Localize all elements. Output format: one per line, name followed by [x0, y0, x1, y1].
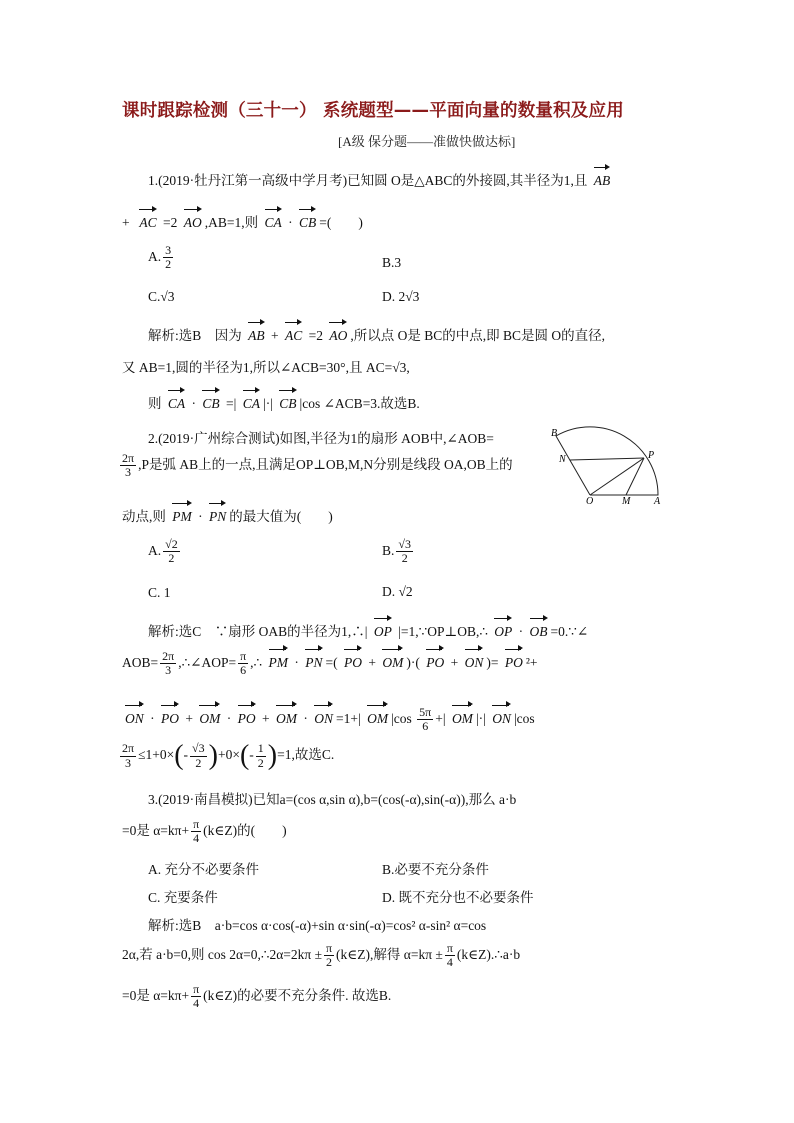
sol-text: )·( — [406, 654, 420, 670]
sol-text: ,∴∠AOP= — [178, 654, 237, 670]
sol-text: =0是 α=kπ+ — [122, 987, 190, 1003]
sol-text: =0.∵∠ — [550, 624, 589, 639]
vector-AO: AO — [329, 328, 348, 343]
vector-AC: AC — [139, 215, 157, 230]
q3-stem-text: =0是 α=kπ+ — [122, 822, 190, 838]
dot-op: · — [303, 710, 308, 726]
vector-PM: PM — [172, 509, 192, 524]
dot-op: · — [518, 624, 524, 639]
section-label: [A级 保分题——准做快做达标] — [338, 134, 516, 149]
sol-text: ²+ — [525, 654, 538, 670]
minus-sign: - — [249, 747, 254, 763]
q3-option-d: D. 既不充分也不必要条件 — [382, 890, 534, 905]
denominator: 6 — [240, 663, 247, 678]
fraction-pi-6 — [238, 650, 248, 677]
sol-text: )= — [486, 654, 499, 670]
vector-AB: AB — [248, 328, 265, 343]
vector-AO: AO — [183, 215, 202, 230]
label-B: B — [551, 428, 558, 439]
q3-option-b: B.必要不充分条件 — [382, 862, 489, 877]
vector-OM: OM — [451, 710, 473, 726]
denominator: 4 — [446, 955, 453, 970]
fraction-2pi-3 — [120, 742, 136, 769]
vector-OB: OB — [529, 624, 548, 639]
vector-OM: OM — [276, 710, 298, 726]
radius-OB — [556, 436, 590, 495]
q3-option-a: A. 充分不必要条件 — [148, 862, 259, 877]
fraction-2pi-3 — [120, 452, 136, 479]
q3-stem-line2 — [122, 818, 287, 845]
q3-solution-line1: 解析:选B a·b=cos α·cos(-α)+sin α·sin(-α)=cos² α-sin² α=cos — [148, 918, 487, 933]
vector-PO: PO — [161, 710, 180, 726]
vector-OP: OP — [373, 624, 392, 639]
fraction-2pi-3 — [160, 650, 176, 677]
q3-stem-text: (k∈Z)的( ) — [203, 822, 287, 838]
sol-text: (k∈Z).∴a·b — [456, 946, 521, 962]
q2-solution-line3 — [122, 706, 535, 733]
sol-text: |=1,∵OP⊥OB,∴ — [398, 624, 488, 639]
vector-ON: ON — [314, 710, 334, 726]
q1-stem-line2 — [122, 211, 363, 231]
segment-MP — [626, 458, 644, 495]
fraction-pi-4 — [191, 818, 201, 845]
q1-option-a — [148, 244, 175, 271]
denominator: 2 — [165, 257, 172, 272]
q2-stem-text: ,P是弧 AB上的一点,且满足OP⊥OB,M,N分别是线段 OA,OB上的 — [138, 456, 513, 472]
vector-CB: CB — [279, 396, 297, 411]
vector-AB: AB — [593, 173, 611, 188]
q2-option-c: C. 1 — [148, 585, 171, 600]
sol-text: AOB= — [122, 654, 159, 670]
sol-text: (k∈Z)的必要不充分条件. 故选B. — [203, 987, 392, 1003]
vector-PN: PN — [305, 654, 323, 670]
sol-text: |cos — [513, 710, 535, 726]
denominator: 2 — [401, 551, 408, 566]
sol-text: |cos — [391, 710, 412, 726]
q2-stem-line2 — [118, 452, 513, 479]
q2-stem-line3 — [122, 505, 333, 525]
q3-option-c: C. 充要条件 — [148, 890, 218, 905]
q3-solution-line3 — [122, 983, 391, 1010]
vector-CB: CB — [299, 215, 317, 230]
numerator: π — [193, 982, 200, 996]
numerator: 3 — [165, 243, 172, 257]
fraction-pi-2 — [324, 942, 334, 969]
q2-stem-line1: 2.(2019·广州综合测试)如图,半径为1的扇形 AOB中,∠AOB= — [148, 431, 494, 446]
sol-text: 2α,若 a·b=0,则 cos 2α=0,∴2α=2kπ ± — [122, 946, 322, 962]
q3-solution-line2 — [122, 942, 520, 969]
q1-option-d: D. 2√3 — [382, 289, 420, 304]
fraction-1-2 — [256, 742, 266, 769]
denominator: 4 — [193, 831, 200, 846]
sector-figure — [548, 422, 668, 504]
numerator: π — [446, 941, 453, 955]
vector-ON: ON — [464, 654, 484, 670]
sol-eq: =2 — [308, 328, 324, 343]
label-A: A — [654, 496, 661, 504]
q1-solution-line2: 又 AB=1,圆的半径为1,所以∠ACB=30°,且 AC=√3, — [122, 360, 410, 375]
sol-text: =| — [226, 396, 237, 411]
plus-sign: + — [185, 710, 194, 726]
label-N: N — [559, 454, 566, 465]
paren-open: ( — [174, 740, 184, 771]
vector-ON: ON — [492, 710, 511, 726]
q2-solution-line2 — [122, 650, 538, 677]
sol-text: |cos ∠ACB=3.故选B. — [299, 396, 420, 411]
numerator: π — [325, 941, 333, 955]
numerator: 1 — [257, 741, 264, 756]
plus-sign: + — [122, 215, 130, 230]
numerator: 2π — [122, 451, 135, 465]
denominator: 3 — [165, 663, 172, 678]
dot-op: · — [150, 710, 155, 726]
vector-AC: AC — [285, 328, 303, 343]
segment-NP — [570, 458, 644, 460]
denominator: 2 — [257, 755, 264, 770]
denominator: 6 — [422, 719, 429, 734]
label-O: O — [586, 496, 594, 504]
paren-close: ) — [208, 740, 218, 771]
sol-text: =1+| — [336, 710, 361, 726]
plus-sign: + — [271, 328, 279, 343]
q1-eq: =2 — [163, 215, 178, 230]
vector-PO: PO — [504, 654, 523, 670]
vector-OM: OM — [367, 710, 389, 726]
sol-text: =1,故选C. — [277, 747, 335, 763]
q1-option-c: C.√3 — [148, 289, 175, 304]
sol-text: 解析:选C ∵扇形 OAB的半径为1,∴| — [148, 624, 368, 639]
denominator: 3 — [125, 465, 132, 480]
sol-text: 解析:选B 因为 — [148, 328, 242, 343]
plus-sign: + — [450, 654, 459, 670]
vector-CA: CA — [264, 215, 282, 230]
numerator: 2π — [122, 741, 135, 756]
sol-text: +| — [435, 710, 446, 726]
page-title: 课时跟踪检测（三十一） 系统题型——平面向量的数量积及应用 — [122, 101, 624, 121]
numerator: 5π — [419, 705, 432, 719]
radius-OP — [590, 458, 644, 495]
vector-ON: ON — [125, 710, 144, 726]
vector-CA: CA — [167, 396, 186, 411]
q2-stem-text: 的最大值为( ) — [229, 509, 333, 524]
sol-text: ≤1+0× — [138, 747, 175, 763]
fraction-sqrt3-2 — [190, 742, 207, 769]
denominator: 2 — [168, 551, 175, 566]
sol-text: ,∴ — [250, 654, 263, 670]
sol-text: +0× — [217, 747, 240, 763]
vector-PO: PO — [344, 654, 362, 670]
fraction — [163, 538, 180, 565]
paren-open: ( — [239, 740, 250, 771]
numerator: √3 — [192, 741, 205, 756]
q1-option-b: B.3 — [382, 255, 402, 270]
q1-stem-line1 — [148, 169, 613, 189]
vector-CA: CA — [242, 396, 260, 411]
vector-CB: CB — [202, 396, 220, 411]
sol-text: |·| — [475, 710, 486, 726]
plus-sign: + — [368, 654, 376, 670]
q2-option-a — [148, 538, 182, 565]
vector-PO: PO — [426, 654, 445, 670]
option-label: B. — [382, 542, 395, 558]
vector-OP: OP — [494, 624, 513, 639]
numerator: π — [193, 817, 200, 831]
fraction-5pi-6 — [417, 706, 433, 733]
q2-solution-line4 — [118, 740, 334, 772]
fraction-pi-4 — [191, 983, 201, 1010]
paren-close: ) — [267, 740, 278, 771]
fraction-pi-4 — [445, 942, 455, 969]
q1-solution-line1 — [148, 324, 605, 344]
label-M: M — [622, 496, 631, 504]
sol-text: |·| — [263, 396, 273, 411]
numerator: π — [240, 649, 247, 663]
q1-stem-text: 1.(2019·牡丹江第一高级中学月考)已知圆 O是△ABC的外接圆,其半径为1,且 — [148, 173, 588, 188]
denominator: 2 — [326, 955, 333, 970]
option-label: A. — [148, 542, 162, 558]
q1-solution-line3 — [148, 392, 420, 412]
dot-op: · — [294, 654, 299, 670]
denominator: 3 — [125, 755, 132, 770]
dot-op: · — [226, 710, 232, 726]
denominator: 2 — [195, 755, 202, 770]
minus-sign: - — [183, 747, 189, 763]
vector-PO: PO — [237, 710, 256, 726]
numerator: √2 — [165, 537, 178, 551]
vector-OM: OM — [199, 710, 221, 726]
q2-option-b — [382, 538, 415, 565]
fraction — [396, 538, 413, 565]
q2-option-d: D. √2 — [382, 584, 413, 599]
vector-PM: PM — [268, 654, 288, 670]
sol-text: 则 — [148, 396, 162, 411]
dot-op: · — [198, 509, 203, 524]
q2-stem-text: 动点,则 — [122, 509, 166, 524]
sol-text: ,所以点 O是 BC的中点,即 BC是圆 O的直径, — [350, 328, 606, 343]
vector-OM: OM — [382, 654, 404, 670]
fraction — [163, 244, 173, 271]
dot-op: · — [288, 215, 293, 230]
q3-stem-line1: 3.(2019·南昌模拟)已知a=(cos α,sin α),b=(cos(-α),sin(-α)),那么 a·b — [148, 792, 517, 807]
option-label: A. — [148, 248, 162, 264]
label-P: P — [648, 450, 655, 461]
vector-PN: PN — [209, 509, 227, 524]
dot-op: · — [191, 396, 197, 411]
numerator: √3 — [398, 537, 411, 551]
numerator: 2π — [162, 649, 175, 663]
q2-solution-line1 — [148, 620, 588, 640]
denominator: 4 — [193, 996, 200, 1011]
sol-text: =( — [325, 654, 338, 670]
plus-sign: + — [262, 710, 270, 726]
q1-stem-end: =( ) — [319, 215, 363, 230]
sol-text: (k∈Z),解得 α=kπ ± — [336, 946, 443, 962]
q1-stem-tail: ,AB=1,则 — [204, 215, 259, 230]
